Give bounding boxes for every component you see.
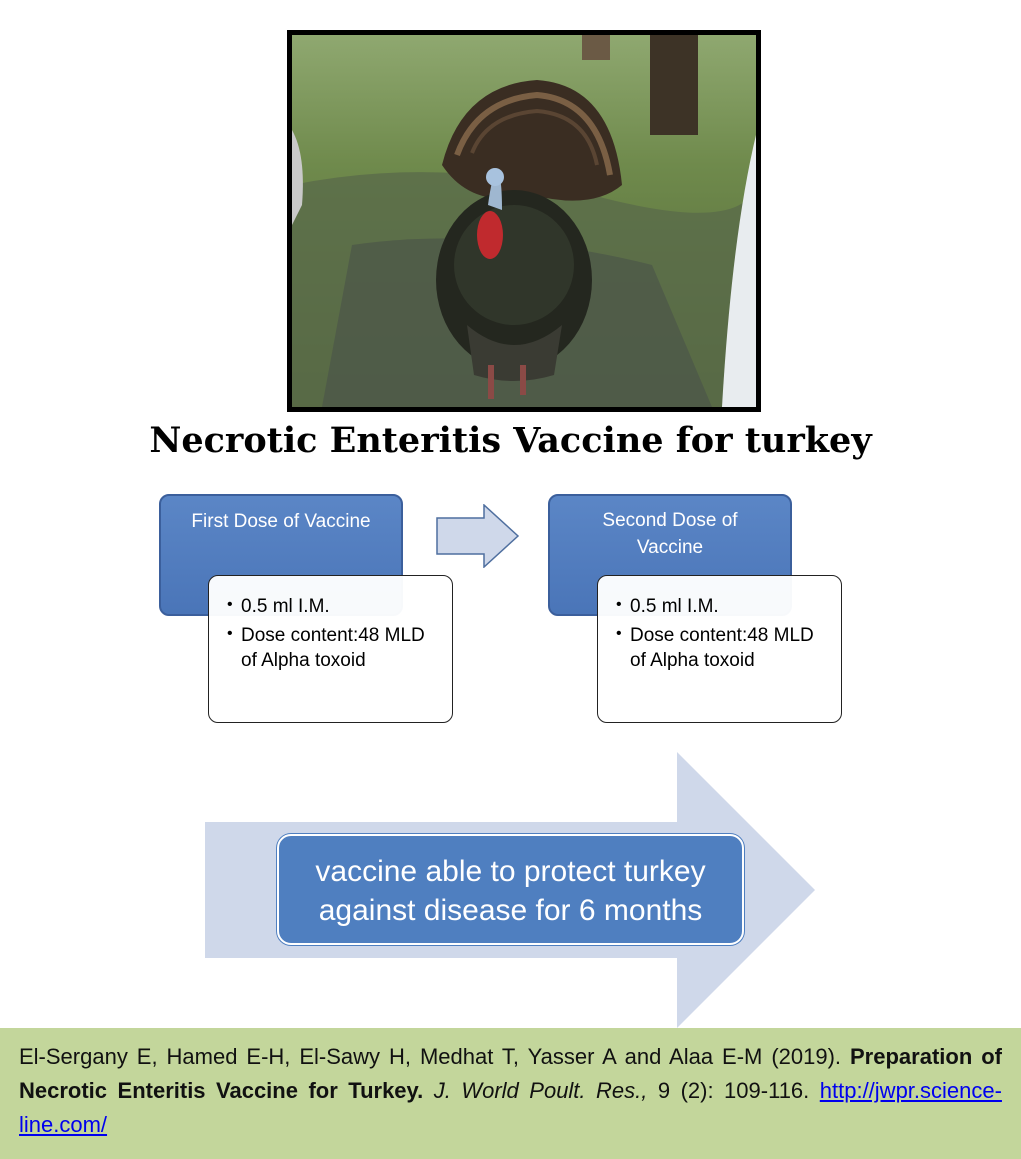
first-dose-heading: First Dose of Vaccine xyxy=(191,511,371,532)
citation-article-title: Preparation of Necrotic Enteritis Vaccine for Turkey. xyxy=(19,1044,1002,1103)
first-dose-item-volume: • 0.5 ml I.M. xyxy=(241,594,442,619)
outcome-text: vaccine able to protect turkey against disease for 6 months xyxy=(315,855,706,927)
citation-panel xyxy=(0,1028,1021,1159)
second-dose-heading: Second Dose of Vaccine xyxy=(602,510,738,558)
first-dose-item-content: • Dose content:48 MLD of Alpha toxoid xyxy=(241,623,442,673)
second-dose-item-volume: • 0.5 ml I.M. xyxy=(630,594,831,619)
turkey-image xyxy=(292,35,756,407)
page-title: Necrotic Enteritis Vaccine for turkey xyxy=(149,420,872,461)
second-dose-detail-box xyxy=(597,575,842,723)
outcome-box xyxy=(277,834,744,945)
second-dose-list xyxy=(616,594,831,673)
first-dose-list xyxy=(227,594,442,673)
citation-authors: El-Sergany E, Hamed E-H, El-Sawy H, Medhat T, Yasser A and Alaa E-M (2019). xyxy=(19,1044,842,1069)
turkey-photo xyxy=(287,30,761,412)
citation-volume-pages: 9 (2): 109-116. xyxy=(657,1078,810,1103)
citation-link[interactable]: http://jwpr.science-line.com/ xyxy=(19,1078,1002,1137)
first-dose-detail-box xyxy=(208,575,453,723)
second-dose-item-content: • Dose content:48 MLD of Alpha toxoid xyxy=(630,623,831,673)
dose-sequence-arrow-icon xyxy=(436,504,520,568)
citation-journal: J. World Poult. Res., xyxy=(433,1078,648,1103)
